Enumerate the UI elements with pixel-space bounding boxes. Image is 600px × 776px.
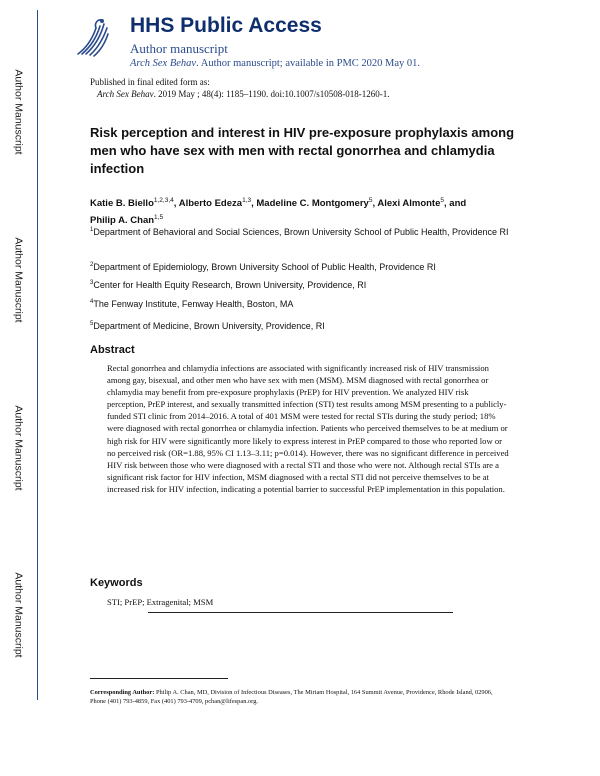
published-label: Published in final edited form as: — [90, 77, 210, 87]
affiliation: $^4$The Fenway Institute, Fenway Health, Boston, MA — [90, 299, 294, 309]
author: Alexi Almonte$^5$, and — [377, 197, 467, 210]
sidebar-author-manuscript-2: Author Manuscript — [13, 237, 25, 323]
header-citation: Arch Sex Behav. Author manuscript; available in PMC 2020 May 01. — [130, 58, 421, 69]
article-title: Risk perception and interest in HIV pre-exposure prophylaxis among men who have sex with men with rectal gonorrhea and chlamydia infection — [90, 125, 515, 176]
sidebar-author-manuscript-4: Author Manuscript — [13, 572, 25, 658]
abstract-heading: Abstract — [90, 344, 135, 356]
author: Katie B. Biello$^{1,2,3,4}$, — [90, 197, 179, 210]
keywords-divider — [148, 612, 453, 613]
affiliation: $^2$Department of Epidemiology, Brown University School of Public Health, Providence RI — [90, 262, 436, 272]
keywords-text: STI; PrEP; Extragenital; MSM — [107, 597, 214, 607]
affiliation: $^1$Department of Behavioral and Social Sciences, Brown University School of Public Health, Providence RI — [90, 227, 509, 237]
sidebar-divider — [37, 10, 38, 700]
published-citation: Arch Sex Behav. 2019 May ; 48(4): 1185–1190. doi:10.1007/s10508-018-1260-1. — [97, 89, 390, 99]
sidebar-author-manuscript-1: Author Manuscript — [13, 69, 25, 155]
hhs-title: HHS Public Access — [130, 14, 322, 37]
sidebar-author-manuscript-3: Author Manuscript — [13, 405, 25, 491]
affiliation: $^5$Department of Medicine, Brown University, Providence, RI — [90, 321, 325, 331]
corresponding-author-note: Corresponding Author: Philip A. Chan, MD, Division of Infectious Diseases, The Miriam Hospital, 164 Summit Avenue, Providence, Rhode Island, 02906, Phone (401) 793-4859, Fax (401) 793-4709, pchan@lifespan.org. — [90, 689, 493, 705]
affiliation: $^3$Center for Health Equity Research, Brown University, Providence, RI — [90, 280, 367, 290]
author: Philip A. Chan$^{1,5}$ — [90, 214, 164, 227]
author: Madeline C. Montgomery$^5$, — [256, 197, 378, 210]
author-manuscript-subtitle: Author manuscript — [130, 41, 228, 56]
footnote-divider — [90, 678, 228, 679]
keywords-heading: Keywords — [90, 577, 143, 589]
hhs-eagle-logo-icon — [72, 14, 112, 60]
author: Alberto Edeza$^{1,3}$, — [178, 197, 257, 210]
abstract-text: Rectal gonorrhea and chlamydia infections are associated with significantly increased risk of HIV transmission among gay, bisexual, and other men who have sex with men (MSM). MSM diagnosed with rectal gonorrhea or chlamydia may benefit from pre-exposure prophylaxis (PrEP) for HIV prevention. We analyzed HIV risk perception, PrEP interest, and sexually transmitted infection (STI) test results among MSM presenting to a publicly-funded STI clinic from 2014–2016. A total of 401 MSM were tested for rectal STIs during the study period; 18% were diagnosed with rectal gonorrhea or chlamydia infection. Patients who perceived themselves to be at medium or high risk for HIV were significantly more likely to express interest in PrEP compared to those who reported low or no perceived risk (OR=1.88, 95% CI 1.13–3.11; p=0.014). However, there was no significant difference in perceived HIV risk between those who were diagnosed with a rectal STI and those who were not. Although rectal STIs are a significant risk factor for HIV infection, MSM diagnosed with a rectal STI did not perceive themselves to be at increased risk for HIV infection, indicating a potential barrier to successful PrEP implementation in this population. — [107, 363, 509, 494]
